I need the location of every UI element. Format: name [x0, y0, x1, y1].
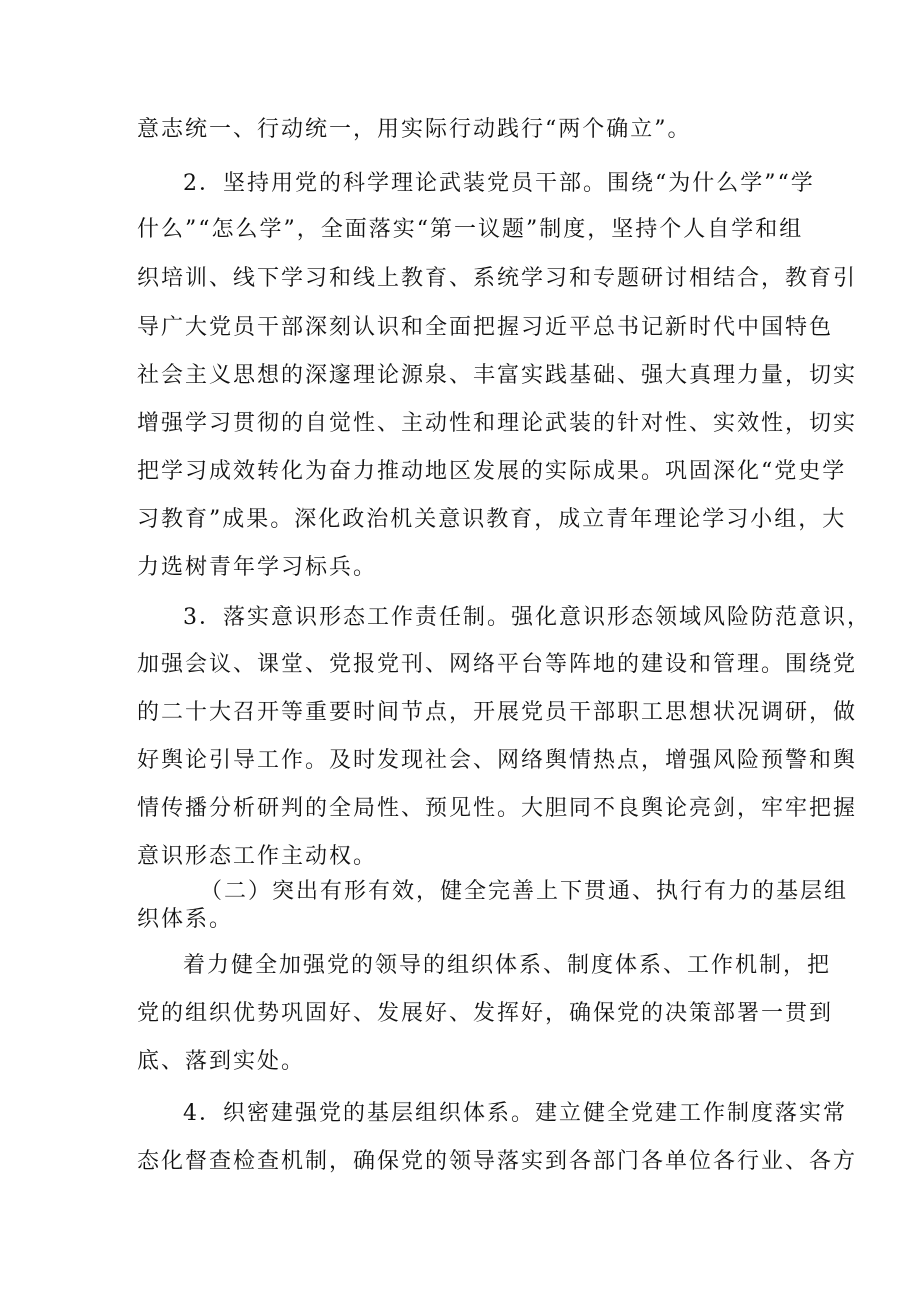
text-line: 的二十大召开等重要时间节点，开展党员干部职工思想状况调研，做 — [137, 700, 858, 725]
text-line: 导广大党员干部深刻认识和全面把握习近平总书记新时代中国特色 — [137, 315, 834, 340]
text-line: 底、落到实处。 — [137, 1049, 306, 1074]
text-line: 态化督查检查机制，确保党的领导落实到各部门各单位各行业、各方 — [137, 1149, 858, 1174]
text-line: 4．织密建强党的基层组织体系。建立健全党建工作制度落实常 — [183, 1101, 847, 1126]
text-line: 增强学习贯彻的自觉性、主动性和理论武装的针对性、实效性，切实 — [137, 411, 858, 436]
text-line: 党的组织优势巩固好、发展好、发挥好，确保党的决策部署一贯到 — [137, 1001, 834, 1026]
text-line: 着力健全加强党的领导的组织体系、制度体系、工作机制，把 — [183, 953, 832, 978]
text-line: 力选树青年学习标兵。 — [137, 555, 378, 580]
text-line: 2．坚持用党的科学理论武装党员干部。围绕“为什么学”“学 — [183, 171, 815, 196]
text-line: 社会主义思想的深邃理论源泉、丰富实践基础、强大真理力量，切实 — [137, 363, 858, 388]
text-line: 什么”“怎么学”，全面落实“第一议题”制度，坚持个人自学和组 — [137, 217, 804, 242]
section-heading: 织体系。 — [137, 907, 234, 932]
text-line: 加强会议、课堂、党报党刊、网络平台等阵地的建设和管理。围绕党 — [137, 652, 858, 677]
text-line: 习教育”成果。深化政治机关意识教育，成立青年理论学习小组，大 — [137, 507, 847, 532]
text-line: 意志统一、行动统一，用实际行动践行“两个确立”。 — [137, 117, 692, 142]
text-line: 情传播分析研判的全局性、预见性。大胆同不良舆论亮剑，牢牢把握 — [137, 796, 858, 821]
text-line: 3．落实意识形态工作责任制。强化意识形态领域风险防范意识， — [183, 605, 871, 630]
section-heading: （二）突出有形有效，健全完善上下贯通、执行有力的基层组 — [200, 879, 849, 904]
text-line: 好舆论引导工作。及时发现社会、网络舆情热点，增强风险预警和舆 — [137, 748, 858, 773]
text-line: 把学习成效转化为奋力推动地区发展的实际成果。巩固深化“党史学 — [137, 459, 847, 484]
text-line: 织培训、线下学习和线上教育、系统学习和专题研讨相结合，教育引 — [137, 266, 858, 291]
text-line: 意识形态工作主动权。 — [137, 844, 378, 869]
